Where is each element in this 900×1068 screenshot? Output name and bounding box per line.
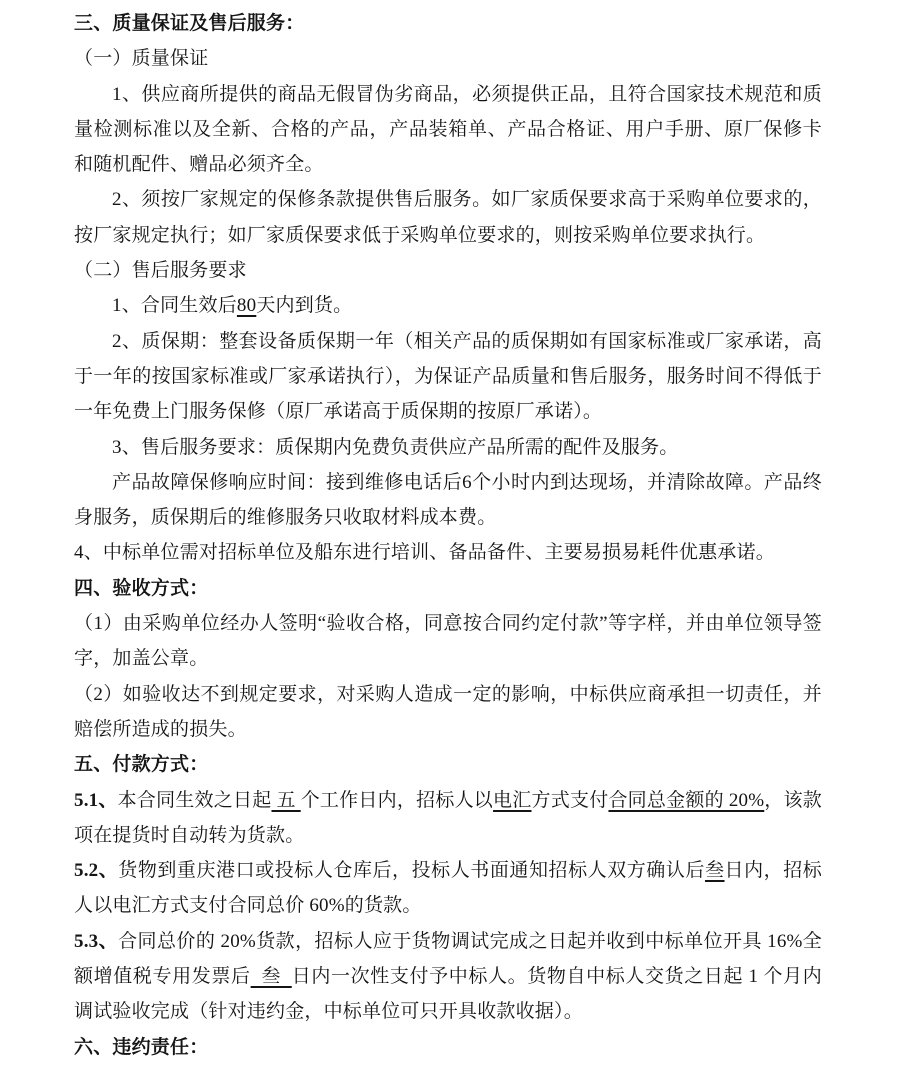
- underlined-text-run: 电汇: [493, 789, 532, 811]
- text-run: （2）如验收达不到规定要求，对采购人造成一定的影响，中标供应商承担一切责任，并赔偿所造成的损失。: [74, 683, 822, 740]
- text-run: 日内一次性支付予中标人。货物自中标人交货之日起 1 个月内调试验收完成（针对违约金，中标单位可只开具收款收据）。: [74, 966, 822, 1023]
- section-heading: [74, 571, 822, 606]
- paragraph: [74, 677, 822, 748]
- paragraph: [74, 182, 822, 253]
- paragraph: [74, 253, 822, 288]
- paragraph: [74, 924, 822, 1030]
- text-run: 个工作日内，招标人以: [300, 789, 494, 811]
- paragraph: [74, 783, 822, 854]
- text-run: （一）质量保证: [74, 48, 209, 70]
- bold-text-run: 5.2、: [74, 860, 119, 882]
- paragraph: [74, 606, 822, 677]
- text-run: 1、合同生效后: [112, 295, 237, 317]
- bold-text-run: 5.1、: [74, 789, 118, 811]
- paragraph: [74, 77, 822, 183]
- text-run: 方式支付: [531, 789, 609, 811]
- underlined-text-run: 合同总金额的 20%: [608, 789, 765, 811]
- text-run: 合同总价的 20%货款，招标人应于货物调试完成之日起并收到中标单位开具 16%全额增值税专用发票后: [74, 930, 822, 988]
- text-run: 天内到货。: [256, 295, 353, 317]
- underlined-text-run: 叁: [250, 966, 292, 988]
- text-run: 货物到重庆港口或投标人仓库后，投标人书面通知招标人双方确认后: [118, 860, 705, 882]
- text-run: 2、须按厂家规定的保修条款提供售后服务。如厂家质保要求高于采购单位要求的，按厂家规定执行；如厂家质保要求低于采购单位要求的，则按采购单位要求执行。: [74, 189, 822, 246]
- text-run: 四、验收方式：: [74, 577, 209, 599]
- text-run: 2、质保期：整套设备质保期一年（相关产品的质保期如有国家标准或厂家承诺，高于一年的按国家标准或厂家承诺执行），为保证产品质量和售后服务，服务时间不得低于一年免费上门服务保修（原厂承诺高于质保期的按原厂承诺）。: [74, 330, 822, 423]
- section-heading: [74, 747, 822, 782]
- text-run: 4、中标单位需对招标单位及船东进行培训、备品备件、主要易损易耗件优惠承诺。: [74, 542, 775, 564]
- document-body: [74, 6, 822, 1065]
- text-run: 本合同生效之日起: [117, 789, 272, 811]
- paragraph: [74, 430, 822, 465]
- underlined-text-run: 五: [271, 789, 301, 811]
- text-run: ，该款项在提货时自动转为货款。: [74, 789, 822, 846]
- text-run: 1、供应商所提供的商品无假冒伪劣商品，必须提供正品，且符合国家技术规范和质量检测标准以及全新、合格的产品，产品装箱单、产品合格证、用户手册、原厂保修卡和随机配件、赠品必须齐全。: [74, 83, 822, 176]
- underlined-text-run: 80: [236, 295, 257, 317]
- text-run: 3、售后服务要求：质保期内免费负责供应产品所需的配件及服务。: [112, 436, 679, 458]
- paragraph: [74, 853, 822, 924]
- text-run: （1）由采购单位经办人签明“验收合格，同意按合同约定付款”等字样，并由单位领导签字，加盖公章。: [74, 613, 822, 670]
- paragraph: [74, 288, 822, 323]
- text-run: 五、付款方式：: [74, 754, 209, 776]
- paragraph: [74, 324, 822, 430]
- paragraph: [74, 535, 822, 570]
- section-heading: [74, 1030, 822, 1065]
- text-run: 三、质量保证及售后服务：: [74, 13, 305, 34]
- section-heading: [74, 6, 822, 41]
- paragraph: [74, 465, 822, 536]
- paragraph: [74, 41, 822, 76]
- bold-text-run: 5.3、: [74, 930, 119, 952]
- text-run: 日内，招标人以电汇方式支付合同总价 60%的货款。: [74, 860, 822, 917]
- text-run: 产品故障保修响应时间：接到维修电话后6个小时内到达现场，并清除故障。产品终身服务，质保期后的维修服务只收取材料成本费。: [74, 471, 822, 529]
- underlined-text-run: 叁: [704, 860, 725, 882]
- text-run: （二）售后服务要求: [74, 260, 247, 282]
- text-run: 六、违约责任：: [74, 1036, 209, 1058]
